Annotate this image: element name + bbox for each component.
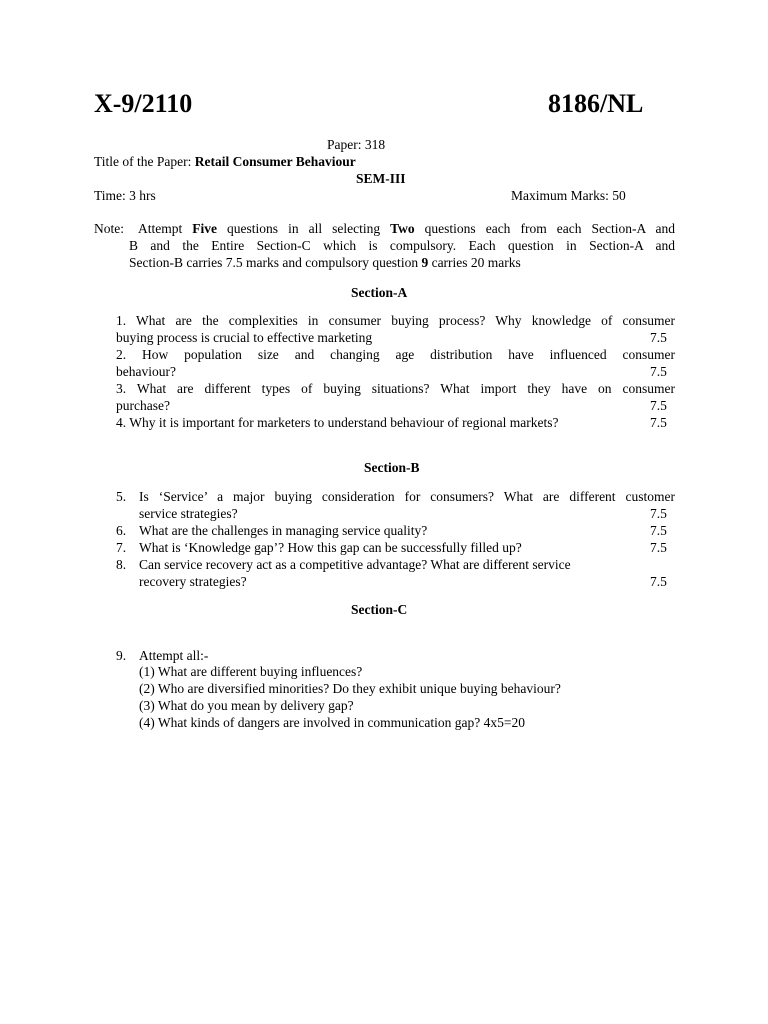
question-7-line-1: What is ‘Knowledge gap’? How this gap can be successfully filled up?	[139, 540, 522, 555]
semester: SEM-III	[356, 171, 406, 186]
question-3-line-1: 3. What are different types of buying situations? What import they have on consumer	[116, 381, 675, 396]
paper-title: Retail Consumer Behaviour	[194, 154, 356, 169]
question-3-marks: 7.5	[650, 398, 667, 413]
question-5-line-2: service strategies?	[139, 506, 238, 521]
note-line-2: B and the Entire Section-C which is compulsory. Each question in Section-A and	[129, 238, 675, 253]
question-6-marks: 7.5	[650, 523, 667, 538]
question-1-marks: 7.5	[650, 330, 667, 345]
maximum-marks: Maximum Marks: 50	[511, 188, 626, 203]
section-b-title: Section-B	[364, 460, 420, 475]
question-2-marks: 7.5	[650, 364, 667, 379]
question-9-number: 9.	[116, 648, 127, 663]
question-4-line-1: 4. Why it is important for marketers to understand behaviour of regional markets?	[116, 415, 559, 430]
question-7-number: 7.	[116, 540, 127, 555]
paper-title-prefix: Title of the Paper:	[94, 154, 195, 169]
question-6-number: 6.	[116, 523, 127, 538]
question-7-marks: 7.5	[650, 540, 667, 555]
question-4-marks: 7.5	[650, 415, 667, 430]
question-8-marks: 7.5	[650, 574, 667, 589]
paper-code-left: X-9/2110	[94, 89, 193, 118]
question-5-line-1: Is ‘Service’ a major buying consideration for consumers? What are different customer	[139, 489, 675, 504]
question-8-number: 8.	[116, 557, 127, 572]
question-1-line-1: 1. What are the complexities in consumer buying process? Why knowledge of consumer	[116, 313, 675, 328]
question-8-line-1: Can service recovery act as a competitive advantage? What are different service	[139, 557, 571, 572]
question-8-line-2: recovery strategies?	[139, 574, 247, 589]
question-5-number: 5.	[116, 489, 127, 504]
question-6-line-1: What are the challenges in managing service quality?	[139, 523, 428, 538]
note-line-1: Attempt Five questions in all selecting Two questions each from each Section-A and	[138, 221, 675, 236]
question-9-sub-2: (2) Who are diversified minorities? Do they exhibit unique buying behaviour?	[139, 681, 561, 696]
question-9-sub-1: (1) What are different buying influences?	[139, 664, 363, 679]
note-label: Note:	[94, 221, 124, 236]
section-c-title: Section-C	[351, 602, 408, 617]
question-9-sub-4: (4) What kinds of dangers are involved in communication gap? 4x5=20	[139, 715, 526, 730]
question-9-line-1: Attempt all:-	[139, 648, 209, 663]
question-3-line-2: purchase?	[116, 398, 170, 413]
question-1-line-2: buying process is crucial to effective marketing	[116, 330, 373, 345]
paper-number: Paper: 318	[327, 137, 386, 152]
note-line-3: Section-B carries 7.5 marks and compulsory question 9 carries 20 marks	[129, 255, 521, 270]
question-9-sub-3: (3) What do you mean by delivery gap?	[139, 698, 354, 713]
time-allowed: Time: 3 hrs	[94, 188, 156, 203]
section-a-title: Section-A	[351, 285, 408, 300]
question-5-marks: 7.5	[650, 506, 667, 521]
question-2-line-2: behaviour?	[116, 364, 176, 379]
paper-title-line	[94, 153, 356, 170]
question-2-line-1: 2. How population size and changing age distribution have influenced consumer	[116, 347, 675, 362]
paper-code-right: 8186/NL	[548, 89, 644, 118]
